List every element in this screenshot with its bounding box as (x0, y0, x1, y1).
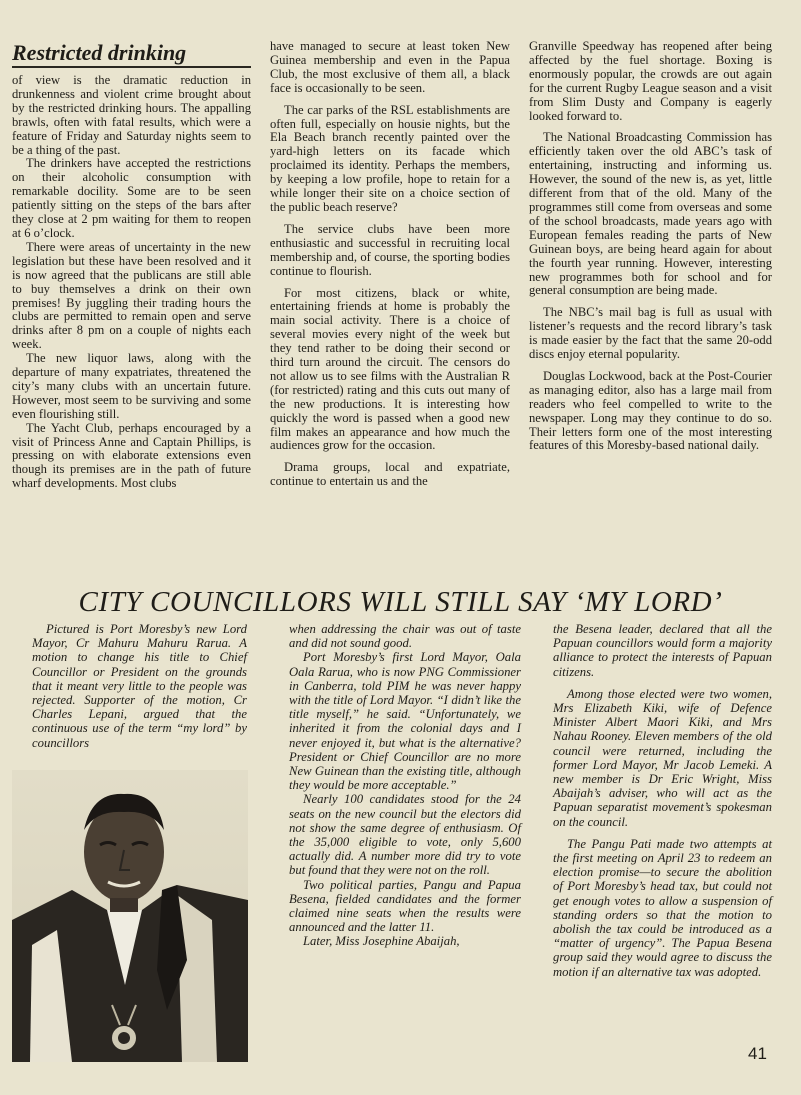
paragraph: Granville Speedway has reopened after being affected by the fuel shortage. Boxing is enormously popular, the crowds are out again for the current Rugby League season and a visit from Slim Dusty and Company is eagerly looked forward to. (529, 39, 772, 123)
lord-mayor-photo (12, 770, 248, 1062)
paragraph: The car parks of the RSL establishments are often full, especially on housie nights, but the Ela Beach branch recently painted over the yard-high letters on its facade which proclaimed its identity. Perhaps the members, by keeping a low profile, hope to retain for a while longer their site on a choice section of the public beach reserve? (270, 102, 510, 214)
section-title-rule (12, 66, 251, 68)
paragraph: the Besena leader, declared that all the Papuan councillors would form a majority alliance to protect the interests of Papuan citizens. (553, 622, 772, 679)
section-title: Restricted drinking (12, 40, 187, 65)
paragraph: Among those elected were two women, Mrs Elizabeth Kiki, wife of Defence Minister Albert Maori Kiki, and Mrs Nahau Rooney. Eleven members of the old council were returned, including the former Lord Mayor, Mr Jacob Lemeki. A new member is Dr Eric Wright, Miss Abaijah’s adviser, who will act as the Papuan separatist movement’s spokesman on the council. (553, 686, 772, 829)
paragraph: The Pangu Pati made two attempts at the first meeting on April 23 to redeem an election promise—to secure the abolition of Port Moresby’s head tax, but could not get enough votes to allow a suspension of standing orders so that the motion to abolish the tax could be introduced as a “matter of urgency”. The Papua Besena group said they would agree to discuss the motion if an alternative tax was adopted. (553, 836, 772, 979)
article-column-2 (270, 40, 510, 489)
paragraph: Port Moresby’s first Lord Mayor, Oala Oala Rarua, who is now PNG Commissioner in Canberra, told PIM he was never happy with the title of Lord Mayor. “I didn’t like the title myself,” he said. “Unfortunately, we inherited it from the colonial days and I never enjoyed it, but what is the alternative? President or Chief Councillor are no more New Guinean than the existing title, although they would be more acceptable.” (289, 650, 521, 793)
caption-column-3 (553, 622, 772, 979)
caption-column-2 (289, 622, 521, 949)
paragraph: The Yacht Club, perhaps encouraged by a visit of Princess Anne and Captain Phillips, is pressing on with elaborate extensions even though its premises are in the path of future wharf developments. Most clubs (12, 420, 251, 491)
paragraph: There were areas of uncertainty in the new legislation but these have been resolved and it is now agreed that the publicans are still able to buy themselves a drink on their own premises! By juggling their trading hours the clubs are permitted to remain open and serve drinks after 8 pm on a couple of nights each week. (12, 239, 251, 352)
paragraph: The National Broadcasting Commission has efficiently taken over the old ABC’s task of entertaining, instructing and informing us. However, the sound of the new is, as yet, little different from that of the old. Many of the programmes still come from overseas and some of the school broadcasts, made years ago with European females reading the parts of New Guinean boys, are being heard again for about the fourth year running. However, interesting new programmes both for school and for general consumption are being made. (529, 130, 772, 298)
article-column-3 (529, 40, 772, 453)
paragraph: Drama groups, local and expatriate, continue to entertain us and the (270, 460, 510, 489)
paragraph: The NBC’s mail bag is full as usual with listener’s requests and the record library’s task is made easier by the fact that the same 20-odd discs enjoy eternal popularity. (529, 305, 772, 362)
caption-column-1 (32, 622, 247, 750)
article-column-1 (12, 74, 251, 491)
page-number: 41 (748, 1044, 767, 1063)
paragraph: For most citizens, black or white, entertaining friends at home is probably the main social activity. There is a choice of several movies every night of the week but they tend rather to be doing their second or third turn around the circuit. The censors do not allow us to see films with the Australian R (for restricted) rating and this cuts out many of the new productions. It is interesting how quickly the word is passed when a good new film makes an appearance and how much the audiences grow for the occasion. (270, 285, 510, 453)
headline: CITY COUNCILLORS WILL STILL SAY ‘MY LORD’ (78, 586, 723, 618)
paragraph: when addressing the chair was out of taste and did not sound good. (289, 622, 521, 651)
paragraph: Two political parties, Pangu and Papua Besena, fielded candidates and the former claimed nine seats when the results were announced and the latter 11. (289, 877, 521, 935)
paragraph: have managed to secure at least token New Guinea membership and even in the Papua Club, the most exclusive of them all, a black face is occasionally to be seen. (270, 39, 510, 95)
paragraph: Nearly 100 candidates stood for the 24 seats on the new council but the electors did not show the same degree of enthusiasm. Of the 35,000 eligible to vote, only 5,600 actually did. A number more did try to vote but found that they were not on the roll. (289, 792, 521, 878)
paragraph: The service clubs have been more enthusiastic and successful in recruiting local membership and, of course, the sporting bodies continue to flourish. (270, 221, 510, 278)
paragraph: Douglas Lockwood, back at the Post-Courier as managing editor, also has a large mail from readers who feel compelled to write to the newspaper. Long may they continue to do so. Their letters form one of the most interesting features of this Moresby-based national daily. (529, 368, 772, 453)
paragraph: The new liquor laws, along with the departure of many expatriates, threatened the city’s many clubs with an uncertain future. However, most seem to be surviving and some even flourishing still. (12, 351, 251, 421)
paragraph: Later, Miss Josephine Abaijah, (303, 934, 460, 949)
paragraph: The drinkers have accepted the restrictions on their alcoholic consumption with remarkable docility. Some are to be seen patiently sitting on the steps of the bars after they close at 2 pm waiting for them to reopen at 6 o’clock. (12, 156, 251, 240)
paragraph: of view is the dramatic reduction in drunkenness and violent crime brought about by the restricted drinking hours. The appalling brawls, often with fatal results, which were a feature of Friday and Saturday nights seem to be a thing of the past. (12, 73, 251, 157)
paragraph: Pictured is Port Moresby’s new Lord Mayor, Cr Mahuru Mahuru Rarua. A motion to change his title to Chief Councillor or President on the grounds that it meant very little to the people was rejected. Supporter of the motion, Cr Charles Lepani, argued that the continuous use of the term “my lord” by councillors (32, 622, 247, 750)
